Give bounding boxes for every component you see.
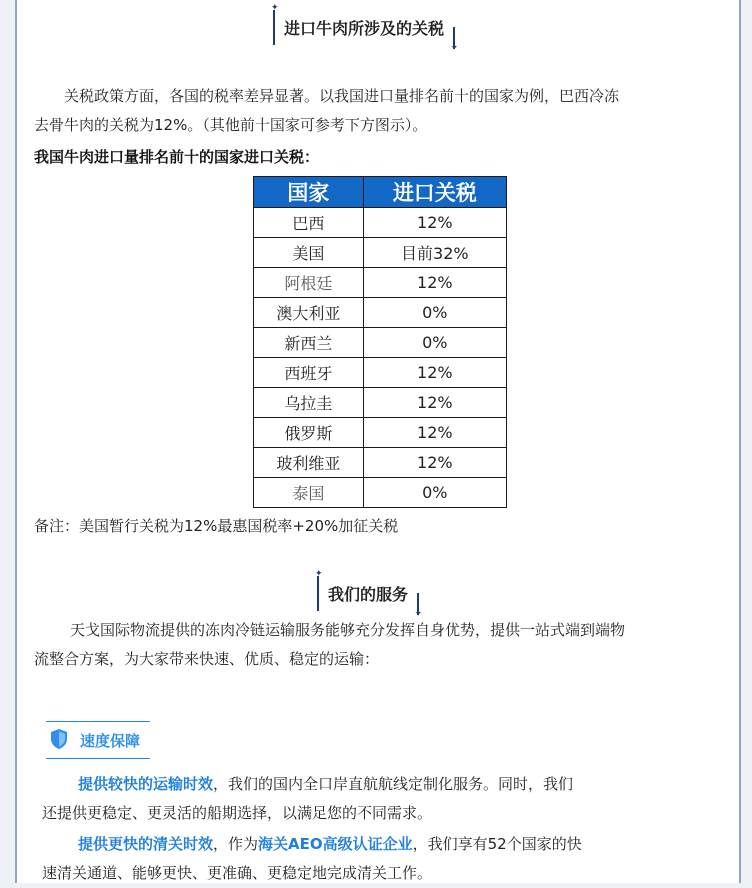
intro-line-1: 关税政策方面，各国的税率差异显著。以我国进口量排名前十的国家为例，巴西冷冻 (64, 87, 620, 105)
country-cell: 美国 (254, 238, 364, 268)
country-cell: 泰国 (254, 478, 364, 508)
table-row (254, 358, 507, 388)
country-cell: 新西兰 (254, 328, 364, 358)
table-row (254, 448, 507, 478)
table-header-row (254, 177, 507, 208)
intro-line-2: 去骨牛肉的关税为12%。（其他前十国家可参考下方图示）。 (34, 116, 428, 134)
table-row (254, 418, 507, 448)
section-title-text: 进口牛肉所涉及的关税 (284, 19, 445, 38)
table-row (254, 298, 507, 328)
intro-paragraph (34, 82, 734, 140)
rate-cell: 0% (363, 298, 506, 328)
header-tariff: 进口关税 (363, 177, 506, 208)
tariff-table (253, 176, 507, 508)
service-point-customs (42, 830, 732, 888)
point-line-2: 还提供更稳定、更灵活的船期选择，以满足您的不同需求。 (42, 804, 433, 822)
country-cell: 澳大利亚 (254, 298, 364, 328)
sparkle-icon: ✦ (450, 43, 459, 53)
rate-cell: 12% (363, 388, 506, 418)
services-line-2: 流整合方案，为大家带来快速、优质、稳定的运输： (34, 650, 380, 668)
service-point-transport (42, 770, 732, 828)
rate-cell: 0% (363, 478, 506, 508)
article-page (15, 0, 741, 883)
speed-guarantee-badge (46, 721, 150, 759)
table-row (254, 478, 507, 508)
country-cell: 乌拉圭 (254, 388, 364, 418)
country-cell: 俄罗斯 (254, 418, 364, 448)
badge-label: 速度保障 (80, 732, 141, 750)
table-row (254, 328, 507, 358)
country-cell: 西班牙 (254, 358, 364, 388)
highlight-text: 海关AEO高级认证企业 (258, 835, 413, 853)
table-note: 备注：美国暂行关税为12%最惠国税率+20%加征关税 (34, 517, 399, 535)
table-heading: 我国牛肉进口量排名前十的国家进口关税： (34, 148, 320, 166)
table-row (254, 268, 507, 298)
table-row (254, 388, 507, 418)
highlight-text: 提供更快的清关时效 (78, 835, 214, 853)
rate-cell: 12% (363, 448, 506, 478)
rate-cell: 12% (363, 418, 506, 448)
services-paragraph (34, 616, 734, 674)
shield-icon (50, 728, 68, 750)
body-text: ，作为 (213, 835, 259, 853)
services-line-1: 天戈国际物流提供的冻肉冷链运输服务能够充分发挥自身优势，提供一站式端到端物 (70, 621, 626, 639)
sparkle-icon: ✦ (414, 609, 423, 619)
country-cell: 巴西 (254, 208, 364, 238)
rate-cell: 12% (363, 268, 506, 298)
body-text: ，我们的国内全口岸直航航线定制化服务。同时，我们 (213, 775, 574, 793)
section-title-services (315, 569, 423, 619)
rate-cell: 12% (363, 208, 506, 238)
point-line-1 (42, 770, 732, 799)
body-text: ，我们享有52个国家的快 (412, 835, 582, 853)
rate-cell: 0% (363, 328, 506, 358)
highlight-text: 提供较快的运输时效 (78, 775, 214, 793)
header-country: 国家 (254, 177, 364, 208)
table-row (254, 208, 507, 238)
rate-cell: 目前32% (363, 238, 506, 268)
section-title-tariffs (271, 3, 459, 53)
sparkle-icon: ✦ (271, 3, 279, 13)
table-row (254, 238, 507, 268)
point-line-2: 速清关通道、能够更快、更准确、更稳定地完成清关工作。 (42, 864, 433, 882)
country-cell: 玻利维亚 (254, 448, 364, 478)
section-title-text: 我们的服务 (328, 585, 409, 604)
sparkle-icon: ✦ (315, 569, 323, 579)
country-cell: 阿根廷 (254, 268, 364, 298)
rate-cell: 12% (363, 358, 506, 388)
point-line-1 (42, 830, 732, 859)
